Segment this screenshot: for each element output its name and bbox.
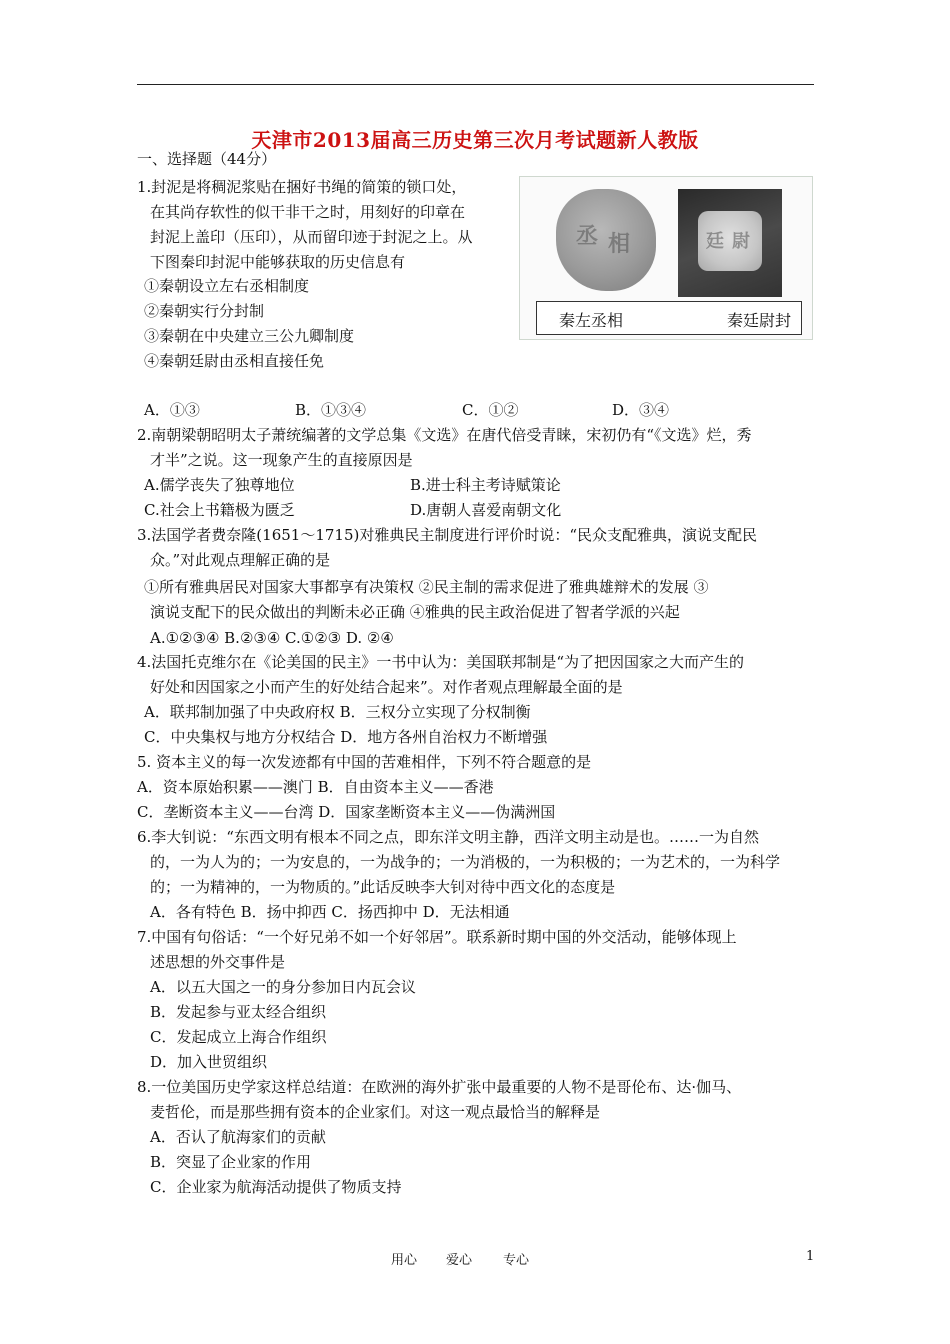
q8-option-a: A．否认了航海家们的贡献	[150, 1128, 326, 1146]
header-rule	[137, 84, 814, 85]
q8-option-b: B．突显了企业家的作用	[150, 1153, 312, 1171]
document-title: 天津市2013届高三历史第三次月考试题新人教版	[251, 128, 699, 152]
q7-option-d: D．加入世贸组织	[150, 1053, 268, 1071]
q1-item: ④秦朝廷尉由丞相直接任免	[144, 352, 325, 370]
q4-line: 好处和因国家之小而产生的好处结合起来”。对作者观点理解最全面的是	[150, 678, 623, 696]
q3-options: A.①②③④ B.②③④ C.①②③ D. ②④	[150, 629, 394, 647]
caption-left: 秦左丞相	[559, 311, 624, 330]
q2-line: 才半”之说。这一现象产生的直接原因是	[150, 451, 413, 469]
q4-options: C．中央集权与地方分权结合 D．地方各州自治权力不断增强	[144, 728, 548, 746]
caption-right: 秦廷尉封	[726, 311, 791, 330]
seal-image-left: 丞 相	[556, 189, 656, 291]
q1-option-a: A．①③	[144, 401, 200, 419]
q8-line: 8.一位美国历史学家这样总结道：在欧洲的海外扩张中最重要的人物不是哥伦布、达·伽马、	[137, 1078, 742, 1096]
q6-line: 的，一为人为的；一为安息的，一为战争的；一为消极的，一为积极的；一为艺术的，一为科学	[150, 853, 781, 871]
seal-figure	[519, 176, 813, 340]
q1-item: ③秦朝在中央建立三公九卿制度	[144, 327, 355, 345]
q7-line: 述思想的外交事件是	[150, 953, 286, 971]
q4-line: 4.法国托克维尔在《论美国的民主》一书中认为：美国联邦制是“为了把因国家之大而产生的	[137, 653, 744, 671]
q1-item: ①秦朝设立左右丞相制度	[144, 277, 310, 295]
q1-item: ②秦朝实行分封制	[144, 302, 265, 320]
q2-line: 2.南朝梁朝昭明太子萧统编著的文学总集《文选》在唐代倍受青睐，宋初仍有“《文选》烂，秀	[137, 426, 752, 444]
q2-option-b: B.进士科主考诗赋策论	[410, 476, 561, 494]
q1-option-b: B．①③④	[295, 401, 367, 419]
q7-option-c: C．发起成立上海合作组织	[150, 1028, 327, 1046]
q3-line: 3.法国学者费奈隆(1651～1715)对雅典民主制度进行评价时说：“民众支配雅典，演说支配民	[137, 526, 758, 544]
q3-line: 众。”对此观点理解正确的是	[150, 551, 331, 569]
q4-options: A．联邦制加强了中央政府权 B．三权分立实现了分权制衡	[144, 703, 531, 721]
q6-line: 的；一为精神的，一为物质的。”此话反映李大钊对待中西文化的态度是	[150, 878, 616, 896]
footer-motto-1: 用心	[391, 1253, 418, 1268]
q7-line: 7.中国有句俗话：“一个好兄弟不如一个好邻居”。联系新时期中国的外交活动，能够体现上	[137, 928, 737, 946]
q1-option-c: C．①②	[462, 401, 519, 419]
q5-options: A．资本原始积累——澳门 B．自由资本主义——香港	[137, 778, 494, 796]
q1-line: 1.封泥是将稠泥浆贴在捆好书绳的简策的锁口处，	[137, 178, 467, 196]
q7-option-b: B．发起参与亚太经合组织	[150, 1003, 327, 1021]
q6-line: 6.李大钊说：“东西文明有根本不同之点，即东洋文明主静，西洋文明主动是也。……一为自然	[137, 828, 759, 846]
q1-line: 下图秦印封泥中能够获取的历史信息有	[150, 253, 406, 271]
q5-options: C．垄断资本主义——台湾 D．国家垄断资本主义——伪满洲国	[137, 803, 556, 821]
q2-option-c: C.社会上书籍极为匮乏	[144, 501, 295, 519]
footer-motto-3: 专心	[503, 1253, 530, 1268]
q2-option-d: D.唐朝人喜爱南朝文化	[410, 501, 562, 519]
q2-option-a: A.儒学丧失了独尊地位	[144, 476, 295, 494]
q3-item: ①所有雅典居民对国家大事都享有决策权 ②民主制的需求促进了雅典雄辩术的发展 ③	[144, 578, 709, 596]
q1-line: 封泥上盖印（压印），从而留印迹于封泥之上。从	[150, 228, 473, 246]
q8-option-c: C．企业家为航海活动提供了物质支持	[150, 1178, 402, 1196]
q7-option-a: A．以五大国之一的身分参加日内瓦会议	[150, 978, 416, 996]
section-heading: 一、选择题（44分）	[137, 150, 277, 168]
footer-motto-2: 爱心	[446, 1253, 473, 1268]
q8-line: 麦哲伦，而是那些拥有资本的企业家们。对这一观点最恰当的解释是	[150, 1103, 601, 1121]
q3-item: 演说支配下的民众做出的判断未必正确 ④雅典的民主政治促进了智者学派的兴起	[150, 603, 680, 621]
seal-image-right: 廷 尉	[678, 189, 782, 297]
page-number: 1	[806, 1249, 815, 1264]
q1-line: 在其尚存软性的似干非干之时，用刻好的印章在	[150, 203, 466, 221]
q1-option-d: D．③④	[612, 401, 670, 419]
q6-options: A．各有特色 B．扬中抑西 C．扬西抑中 D．无法相通	[150, 903, 510, 921]
figure-caption	[536, 301, 802, 335]
q5-line: 5. 资本主义的每一次发迹都有中国的苦难相伴，下列不符合题意的是	[137, 753, 592, 771]
